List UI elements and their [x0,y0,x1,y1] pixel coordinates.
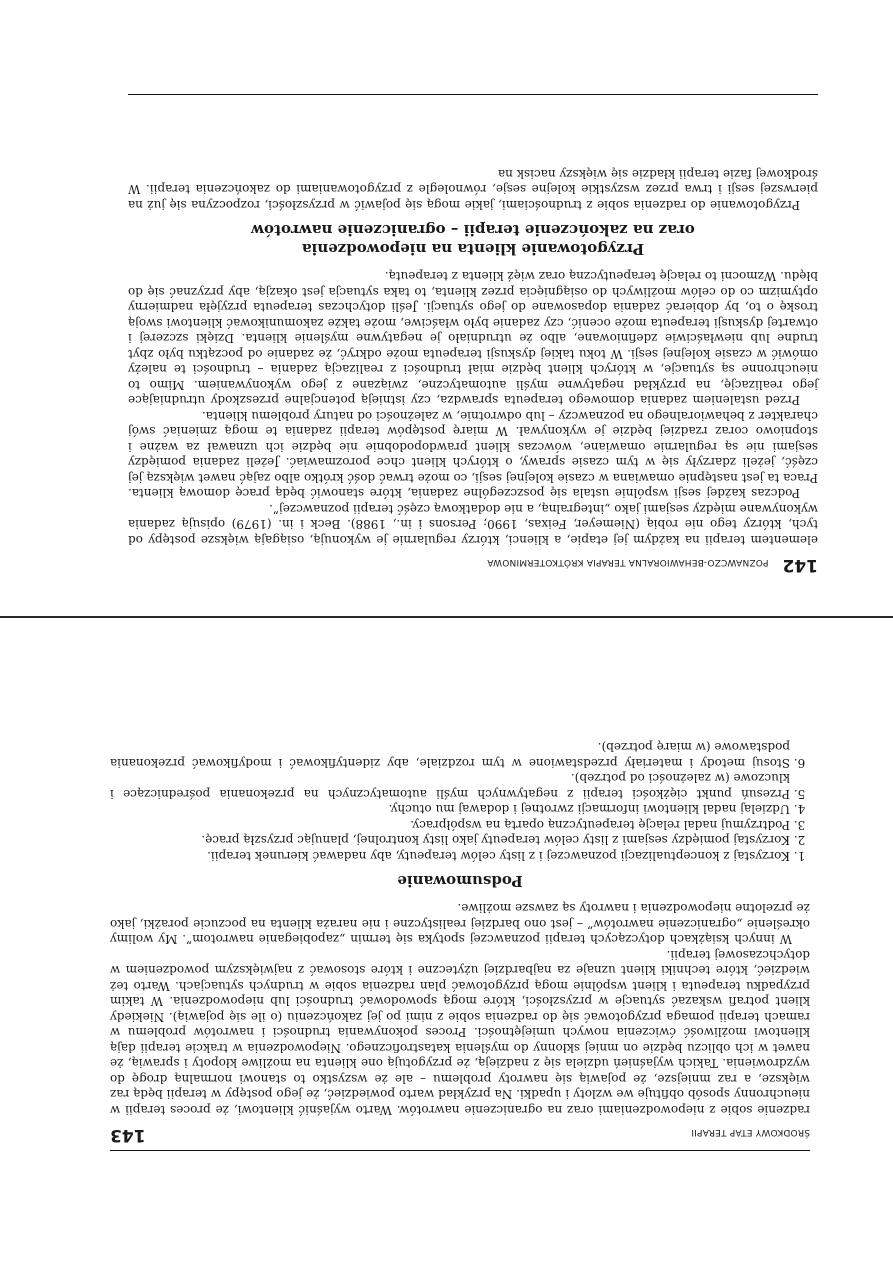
page-143 [110,655,810,1145]
paragraph: radzenie sobie z niepowodzeniami oraz na ograniczenie nawrotów. Warto wyjaśnić klientowi, że proces terapii w nieuchronny sposób obfituje we wzloty i upadki. Na przykład warto powiedzieć, że jego postępy w terapii będą raz większe, a raz mniejsze, że pojawią się nawroty problemu – ale że wszystko to stanowi normalną drogę do wyzdrowienia. Takich wyjaśnień udziela się z nadzieją, że przygotują one klienta na możliwe kłopoty i sprawią, że nawet w ich obliczu będzie on mniej skłonny do myślenia katastroficznego. Niepowodzenia w trakcie terapii dają klientowi możliwość ćwiczenia nowych umiejętności. Proces pokonywania trudności i nawrotów problemu w ramach terapii pomaga przygotować się do radzenia sobie z nimi po jej zakończeniu (o ile się pojawią). Niekiedy klient potrafi wskazać sytuacje w przyszłości, które mogą spowodować trudności lub niepowodzenia. W takim przypadku terapeuta i klient wspólnie mogą przygotować plan radzenia sobie w trudnych sytuacjach. Warto też wiedzieć, które techniki klient uznaje za najbardziej użyteczne i które stosować z największym powodzeniem w dotychczasowej terapii. [110,948,810,1117]
paragraph: Przed ustaleniem zadania domowego terapeuta sprawdza, czy istnieją potencjalne przeszkody utrudniające jego realizację, na przykład negatywne myśli automatyczne, związane z jego wykonywaniem. Mimo to nieuchronne są sytuacje, w których klient będzie miał trudności z realizacją zadania – trudności te należy omówić w czasie kolejnej sesji. W toku takiej dyskusji terapeuta może odkryć, że zadanie od początku było zbyt trudne lub niewłaściwie zdefiniowane, albo że utrudniało je negatywne myślenie klienta. Dzięki szczerej i otwartej dyskusji terapeuta może ocenić, czy zadanie było właściwe, może także zakomunikować klientowi swoją troskę o to, by dobierać zadania dopasowane do jego sytuacji. Jeśli dotychczas terapeuta przyjęła nadmierny optymizm co do celów możliwych do osiągnięcia przez klienta, to taka sytuacja jest okazją, aby przyznać się do błędu. Wzmocni to relację terapeutyczną oraz więź klienta z terapeutą. [128,269,818,408]
list-item: 4. Udzielaj nadal klientowi informacji zwrotnej i dodawaj mu otuchy. [110,801,790,817]
page-142-header [128,555,818,575]
page-142 [128,100,818,575]
paragraph: elementem terapii na każdym jej etapie, a klienci, którzy regularnie je wykonują, osiągają większe postępy od tych, którzy tego nie robią (Niemeyer, Feixas, 1990; Persons i in., 1988). Beck i in. (1979) opisują zadania wykonywane między sesjami jako „integralną, a nie dodatkową część terapii poznawczej”. [128,502,818,547]
running-head: ŚRODKOWY ETAP TERAPII [691,1127,810,1137]
summary-list [110,739,810,863]
page-143-header [110,1125,810,1145]
list-item: 1. Korzystaj z konceptualizacji poznawczej i z listy celów terapeuty, aby nadawać kierunek terapii. [110,848,790,864]
section-heading-line-1: Przygotowanie klienta na niepowodzenia [301,240,645,258]
paragraph: W innych książkach dotyczących terapii poznawczej spotyka się termin „zapobieganie nawrotom”. My wolimy określenie „ograniczenie nawrotów” – jest ono bardziej realistyczne i nie naraża klienta na poczucie porażki, jako że przelotne niepowodzenia i nawroty są zawsze możliwe. [110,901,810,947]
list-item: 5. Przesuń punkt ciężkości terapii z negatywnych myśli automatycznych na przekonania pośredniczące i kluczowe (w zależności od potrzeb). [110,770,790,801]
list-item: 3. Podtrzymuj nadal relację terapeutyczną opartą na współpracy. [110,817,790,833]
paragraph: Podczas każdej sesji wspólnie ustala się poszczególne zadania, które stanowić będą pracę domową klienta. Praca ta jest następnie omawiana w czasie kolejnej sesji, co może trwać dość krótko albo zająć nawet większą jej część, jeżeli zdarzyły się w tym czasie sprawy, o których klient chce porozmawiać. Jeżeli zadania pomiędzy sesjami nie są regularnie omawiane, wówczas klient prawdopodobnie nie będzie ich uznawał za ważne i stopniowo coraz rzadziej będzie je wykonywał. W miarę postępów terapii zadania te mogą zmieniać swój charakter z behawioralnego na poznawczy – lub odwrotnie, w zależności od natury problemu klienta. [128,409,818,501]
page-number: 143 [110,1125,146,1145]
section-heading-line-2: oraz na zakończenie terapii – ograniczenie nawrotów [251,221,695,239]
list-item: 6. Stosuj metody i materiały przedstawione w tym rozdziale, aby zidentyfikować i modyfikować przekonania podstawowe (w miarę potrzeb). [110,739,790,770]
page-142-header-rule [128,94,818,95]
list-item: 2. Korzystaj pomiędzy sesjami z listy celów terapeuty jako listy kontrolnej, planując przyszłą pracę. [110,832,790,848]
section-heading [128,220,818,258]
page-143-header-rule [110,1150,810,1151]
paragraph: Przygotowanie do radzenia sobie z trudnościami, jakie mogą się pojawić w przyszłości, rozpoczyna się już na pierwszej sesji i trwa przez wszystkie kolejne sesje, równolegle z przygotowaniami do zakończenia terapii. W środkowej fazie terapii kładzie się większy nacisk na [128,167,818,212]
page-fold-divider [0,616,893,618]
summary-heading: Podsumowanie [397,872,523,890]
running-head: POZNAWCZO-BEHAWIORALNA TERAPIA KRÓTKOTERMINOWA [487,557,769,567]
page-number: 142 [782,555,818,575]
